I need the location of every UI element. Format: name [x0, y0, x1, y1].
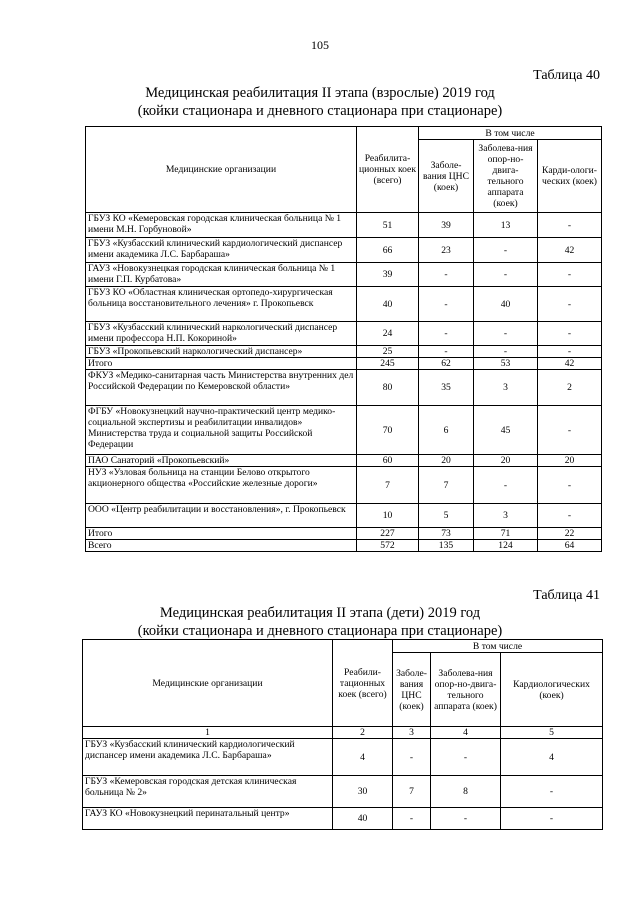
cell-org: ГБУЗ «Кузбасский клинический наркологический диспансер имени профессора Н.П. Кокориной»: [86, 322, 357, 346]
page-number: 105: [311, 38, 329, 52]
cell-musculo: 8: [431, 776, 501, 808]
table-row: [86, 540, 602, 552]
cell-org: ООО «Центр реабилитации и восстановления», г. Прокопьевск: [86, 504, 357, 528]
cell-org: ПАО Санаторий «Прокопьевский»: [86, 455, 357, 467]
cell-total: 80: [357, 370, 419, 406]
cell-musculo: 3: [474, 504, 538, 528]
header-musculo: Заболева-ния опор-но-двига-тельного аппарата (коек): [431, 653, 501, 727]
cell-org: ГБУЗ «Кузбасский клинический кардиологический диспансер имени академика Л.С. Барбараша»: [86, 238, 357, 263]
cell-cns: 73: [419, 528, 474, 540]
cell-cns: 39: [419, 213, 474, 238]
cell-cardio: 4: [501, 739, 603, 776]
header-cns: Заболе-вания ЦНС (коек): [393, 653, 431, 727]
header-total: Реабилита-ционных коек (всего): [357, 127, 419, 213]
cell-total: 66: [357, 238, 419, 263]
cell-cardio: -: [538, 504, 602, 528]
cell-org: ФКУЗ «Медико-санитарная часть Министерства внутренних дел Российской Федерации по Кемеровской области»: [86, 370, 357, 406]
table-row: [86, 238, 602, 263]
cell-org: ГБУЗ «Прокопьевский наркологический диспансер»: [86, 346, 357, 358]
cell-total: 40: [333, 808, 393, 830]
cell-musculo: -: [431, 739, 501, 776]
cell-cardio: 20: [538, 455, 602, 467]
cell-cardio: -: [538, 406, 602, 455]
cell-musculo: 13: [474, 213, 538, 238]
header-cns: Заболе-вания ЦНС (коек): [419, 140, 474, 213]
table-41-title-line2: (койки стационара и дневного стационара при стационаре): [137, 623, 503, 639]
column-number: 1: [83, 727, 333, 739]
table-40: [85, 126, 602, 552]
table-row: [86, 287, 602, 322]
table-row: [86, 406, 602, 455]
cell-cardio: -: [538, 287, 602, 322]
column-number: 3: [393, 727, 431, 739]
cell-cns: 23: [419, 238, 474, 263]
table-41: [82, 639, 603, 830]
cell-cardio: -: [501, 776, 603, 808]
cell-musculo: 20: [474, 455, 538, 467]
cell-total: 4: [333, 739, 393, 776]
cell-musculo: 124: [474, 540, 538, 552]
cell-org: ГБУЗ КО «Областная клиническая ортопедо-хирургическая больница восстановительного лечения» г. Прокопьевск: [86, 287, 357, 322]
cell-musculo: 40: [474, 287, 538, 322]
header-musculo: Заболева-ния опор-но-двига-тельного аппарата (коек): [474, 140, 538, 213]
cell-musculo: 53: [474, 358, 538, 370]
cell-total: 10: [357, 504, 419, 528]
header-group: В том числе: [419, 127, 602, 140]
header-cardio: Карди-ологи-ческих (коек): [538, 140, 602, 213]
column-number: 5: [501, 727, 603, 739]
cell-musculo: 71: [474, 528, 538, 540]
table-row: [86, 346, 602, 358]
cell-org: ГБУЗ «Кемеровская городская детская клиническая больница № 2»: [83, 776, 333, 808]
cell-total: 30: [333, 776, 393, 808]
cell-org: ГБУЗ КО «Кемеровская городская клиническая больница № 1 имени М.Н. Горбуновой»: [86, 213, 357, 238]
cell-org: НУЗ «Узловая больница на станции Белово открытого акционерного общества «Российские железные дороги»: [86, 467, 357, 504]
cell-org: ГАУЗ КО «Новокузнецкий перинатальный центр»: [83, 808, 333, 830]
cell-total: 39: [357, 263, 419, 287]
cell-musculo: -: [474, 346, 538, 358]
table-row: [83, 808, 603, 830]
cell-cns: -: [419, 346, 474, 358]
cell-cardio: -: [538, 467, 602, 504]
column-number: 4: [431, 727, 501, 739]
table-40-title-line2: (койки стационара и дневного стационара при стационаре): [137, 103, 503, 119]
cell-total: 40: [357, 287, 419, 322]
cell-musculo: -: [474, 263, 538, 287]
cell-musculo: -: [431, 808, 501, 830]
table-row: [86, 370, 602, 406]
cell-total: 227: [357, 528, 419, 540]
cell-cns: 62: [419, 358, 474, 370]
cell-cns: 20: [419, 455, 474, 467]
cell-cns: 135: [419, 540, 474, 552]
cell-cardio: -: [538, 213, 602, 238]
table-row: [86, 263, 602, 287]
cell-cardio: 64: [538, 540, 602, 552]
cell-cns: 7: [393, 776, 431, 808]
cell-total: 25: [357, 346, 419, 358]
table-row: [86, 213, 602, 238]
table-41-title-line1: Медицинская реабилитация II этапа (дети) 2019 год: [159, 605, 481, 621]
cell-cardio: -: [538, 322, 602, 346]
cell-cardio: 2: [538, 370, 602, 406]
table-row: [83, 739, 603, 776]
header-org: Медицинские организации: [86, 127, 357, 213]
header-cardio: Кардиологических (коек): [501, 653, 603, 727]
table-row: [83, 776, 603, 808]
table-row: [86, 358, 602, 370]
table-row: [86, 504, 602, 528]
cell-cardio: 42: [538, 238, 602, 263]
table-row: [86, 467, 602, 504]
cell-org: Итого: [86, 528, 357, 540]
cell-cns: 5: [419, 504, 474, 528]
cell-cardio: -: [501, 808, 603, 830]
cell-cardio: -: [538, 263, 602, 287]
cell-musculo: -: [474, 238, 538, 263]
cell-total: 572: [357, 540, 419, 552]
cell-total: 51: [357, 213, 419, 238]
cell-total: 245: [357, 358, 419, 370]
cell-musculo: 45: [474, 406, 538, 455]
header-group: В том числе: [393, 640, 603, 653]
cell-cns: 7: [419, 467, 474, 504]
cell-cardio: 22: [538, 528, 602, 540]
cell-total: 7: [357, 467, 419, 504]
table-40-title-line1: Медицинская реабилитация II этапа (взрослые) 2019 год: [145, 85, 495, 101]
cell-musculo: 3: [474, 370, 538, 406]
cell-cns: -: [419, 263, 474, 287]
cell-org: Всего: [86, 540, 357, 552]
cell-org: ФГБУ «Новокузнецкий научно-практический центр медико-социальной экспертизы и реабилитации инвалидов» Министерства труда и социальной защиты Российской Федерации: [86, 406, 357, 455]
cell-org: Итого: [86, 358, 357, 370]
cell-cns: -: [419, 322, 474, 346]
table-41-label: Таблица 41: [533, 588, 600, 603]
cell-cns: -: [393, 808, 431, 830]
cell-cns: 35: [419, 370, 474, 406]
cell-cardio: 42: [538, 358, 602, 370]
cell-total: 70: [357, 406, 419, 455]
table-row: [86, 528, 602, 540]
cell-cns: -: [393, 739, 431, 776]
cell-musculo: -: [474, 322, 538, 346]
cell-musculo: -: [474, 467, 538, 504]
table-row: [86, 322, 602, 346]
header-org: Медицинские организации: [83, 640, 333, 727]
cell-total: 60: [357, 455, 419, 467]
header-total: Реабили-тационных коек (всего): [333, 640, 393, 727]
cell-total: 24: [357, 322, 419, 346]
cell-org: ГАУЗ «Новокузнецкая городская клиническая больница № 1 имени Г.П. Курбатова»: [86, 263, 357, 287]
cell-cardio: -: [538, 346, 602, 358]
cell-cns: 6: [419, 406, 474, 455]
cell-org: ГБУЗ «Кузбасский клинический кардиологический диспансер имени академика Л.С. Барбараша»: [83, 739, 333, 776]
cell-cns: -: [419, 287, 474, 322]
table-40-label: Таблица 40: [533, 68, 600, 83]
column-number: 2: [333, 727, 393, 739]
table-row: [86, 455, 602, 467]
